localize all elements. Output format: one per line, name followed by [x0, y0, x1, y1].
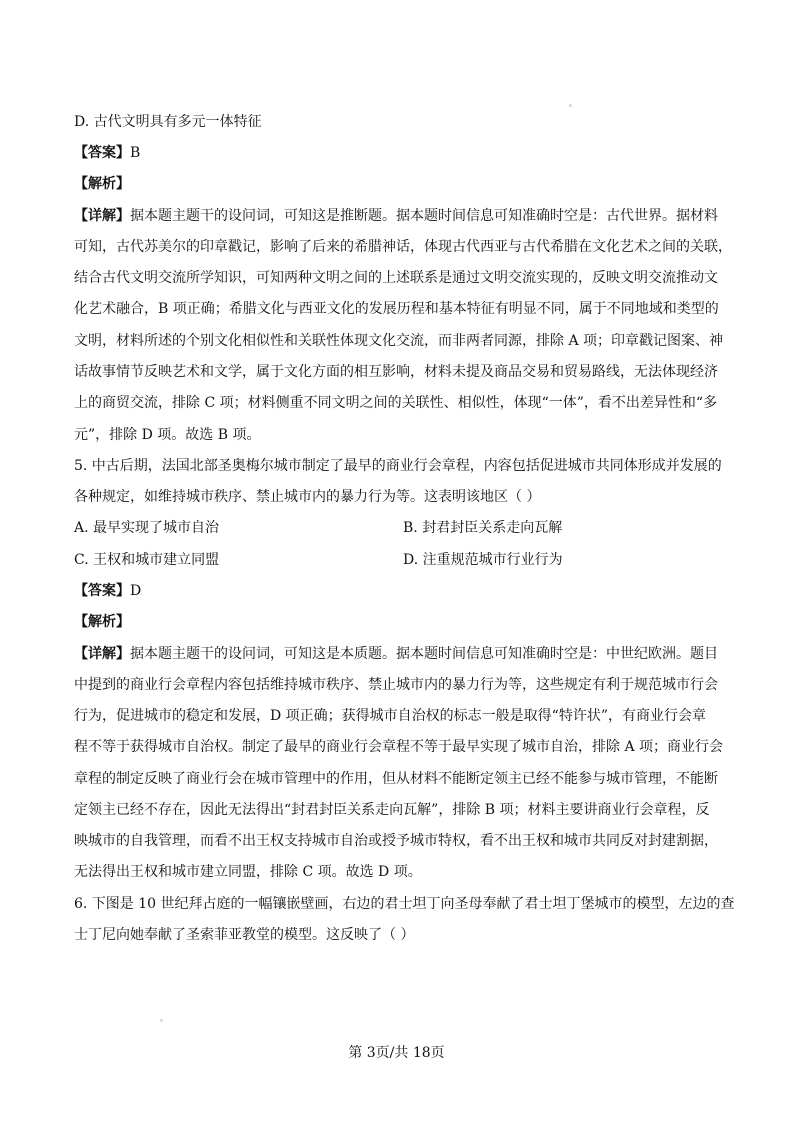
answer-line-q4 [74, 143, 734, 163]
answer-label: 【答案】 [74, 583, 130, 599]
detail-q4-line: 话故事情节反映艺术和文学，属于文化方面的相互影响，材料未提及商品交易和贸易路线，无法体现经济 [74, 364, 718, 380]
option-b: B. 封君封臣关系走向瓦解 [403, 520, 563, 536]
question-5-line: 5. 中古后期，法国北部圣奥梅尔城市制定了最早的商业行会章程，内容包括促进城市共同体形成并发展的 [74, 458, 722, 474]
detail-q4-line: 上的商贸交流，排除 C 项；材料侧重不同文明之间的关联性、相似性，体现“一体”，看不出差异性和“多 [74, 395, 718, 411]
answer-value: D [130, 583, 142, 599]
detail-q4-line: 【详解】据本题主题干的设问词，可知这是推断题。据本题时间信息可知准确时空是：古代世界。据材料 [74, 208, 718, 224]
detail-q4-line: 可知，古代苏美尔的印章戳记，影响了后来的希腊神话，体现古代西亚与古代希腊在文化艺术之间的关联， [74, 239, 732, 255]
question-5-line: 各种规定，如维持城市秩序、禁止城市内的暴力行为等。这表明该地区（ ） [74, 489, 541, 505]
question-6-line: 6. 下图是 10 世纪拜占庭的一幅镶嵌壁画，右边的君士坦丁向圣母奉献了君士坦丁堡城市的模型，左边的查 [74, 896, 735, 912]
detail-q4-line: 结合古代文明交流所学知识，可知两种文明之间的上述联系是通过文明交流实现的，反映文明交流推动文 [74, 270, 718, 286]
analysis-label-q5: 【解析】 [74, 614, 130, 630]
detail-q5-line: 无法得出王权和城市建立同盟，排除 C 项。故选 D 项。 [74, 864, 422, 880]
analysis-label-q4: 【解析】 [74, 176, 130, 192]
option-c: C. 王权和城市建立同盟 [74, 552, 220, 568]
detail-q5-line: 映城市的自我管理，而看不出王权支持城市自治或授予城市特权，看不出王权和城市共同反对封建割据， [74, 833, 718, 849]
detail-q4-text: 据本题主题干的设问词，可知这是推断题。据本题时间信息可知准确时空是：古代世界。据材料 [130, 208, 718, 224]
detail-q4-line: 元”，排除 D 项。故选 B 项。 [74, 427, 261, 443]
detail-q5-line: 章程的制定反映了商业行会在城市管理中的作用，但从材料不能断定领主已经不能参与城市管理，不能断 [74, 771, 718, 787]
detail-q5-line: 【详解】据本题主题干的设问词，可知这是本质题。据本题时间信息可知准确时空是：中世纪欧洲。题目 [74, 646, 718, 662]
question-6-line: 士丁尼向她奉献了圣索菲亚教堂的模型。这反映了（ ） [74, 927, 415, 943]
detail-q5-line: 行为，促进城市的稳定和发展，D 项正确；获得城市自治权的标志一般是取得“特许状”，有商业行会章 [74, 708, 706, 724]
detail-q5-text: 据本题主题干的设问词，可知这是本质题。据本题时间信息可知准确时空是：中世纪欧洲。题目 [130, 646, 718, 662]
detail-q4-line: 化艺术融合，B 项正确；希腊文化与西亚文化的发展历程和基本特征有明显不同，属于不同地域和类型的 [74, 301, 719, 317]
detail-q5-line: 中提到的商业行会章程内容包括维持城市秩序、禁止城市内的暴力行为等，这些规定有利于规范城市行会 [74, 677, 718, 693]
detail-q5-line: 定领主已经不存在，因此无法得出“封君封臣关系走向瓦解”，排除 B 项；材料主要讲商业行会章程，反 [74, 802, 710, 818]
option-d: D. 注重规范城市行业行为 [403, 552, 563, 568]
detail-q5-line: 程不等于获得城市自治权。制定了最早的商业行会章程不等于最早实现了城市自治，排除 A 项；商业行会 [74, 739, 724, 755]
answer-line-q5 [74, 581, 734, 601]
scan-speck [569, 104, 572, 107]
scan-speck [160, 1019, 163, 1022]
page-footer: 第 3页/共 18页 [348, 1045, 445, 1061]
answer-label: 【答案】 [74, 145, 130, 161]
option-a: A. 最早实现了城市自治 [74, 520, 220, 536]
answer-value: B [130, 145, 141, 161]
previous-option-d: D. 古代文明具有多元一体特征 [74, 114, 262, 130]
detail-q4-line: 文明，材料所述的个别文化相似性和关联性体现文化交流，而非两者同源，排除 A 项；印章戳记图案、神 [74, 333, 724, 349]
